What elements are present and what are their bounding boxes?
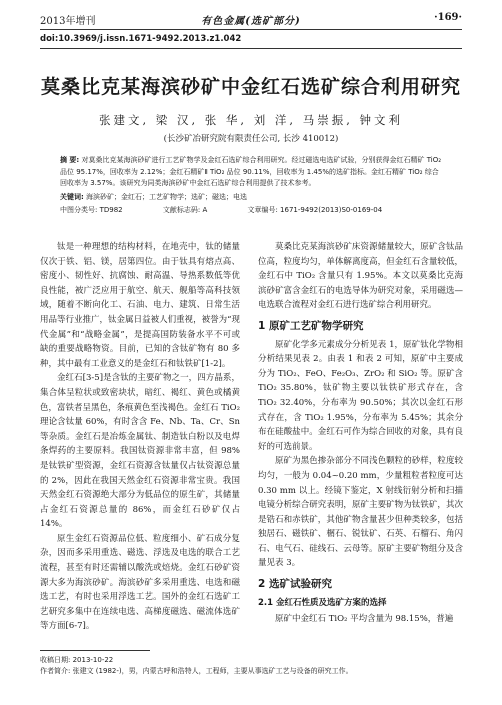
header-journal: 有色金属(选矿部分) — [201, 16, 301, 27]
header-page-number: ·169· — [434, 12, 462, 23]
classification-line — [60, 205, 442, 215]
doi-rule — [40, 48, 462, 49]
keywords — [60, 192, 442, 202]
section-1-paragraph-1: 原矿化学多元素成分分析见表 1，原矿钛化学物相分析结果见表 2。由表 1 和表 2 可知，原矿中主要成分为 TiO₂、FeO、Fe₂O₃、ZrO₂ 和 SiO₂ 等。原矿含 TiO₂ 35.80%，钛矿物主要以钛铁矿形式存在，含 TiO₂ 32.40%，分布率为 90.50%；其次以金红石形式存在，含 TiO₂ 1.95%，分布率为 5.45%；其余分布在硅酸盐中。金红石可作为综合回收的对象，具有良好的可选前景。 — [258, 339, 463, 452]
left-paragraph-2: 金红石[3-5]是含钛的主要矿物之一，四方晶系，集合体呈粒状或致密块状，暗红、褐红、黄色或橘黄色，富铁者呈黑色，条痕黄色至浅褐色。金红石 TiO₂ 理论含钛量 60%，有时含含 Fe、Nb、Ta、Cr、Sn 等杂质。金红石是冶炼金属钛、制造钛白粉以及电焊条焊药的主要原料。我国钛资源非常丰富，但 98%是钛铁矿型资源，金红石资源含钛量仅占钛资源总量的 2%，因此在我国天然金红石资源非常宝贵。我国天然金红石资源绝大部分为低品位的原生矿，其储量占金红石资源总量的 86%，而金红石砂矿仅占 14%。 — [40, 373, 240, 530]
intro-paragraph: 莫桑比克某海滨砂矿床资源储量较大，原矿含钛品位高，粒度均匀，单体解离度高，但金红石含量较低，金红石中 TiO₂ 含量只有 1.95%。本文以莫桑比克海滨砂矿富含金红石的电选导体为研究对象，采用磁选—电选联合流程对金红石进行选矿综合利用研究。 — [258, 242, 463, 311]
footnote-author: 作者简介: 张建文 (1982-)，男，内蒙古呼和浩特人，工程师，主要从事选矿工艺与设备的研究工作。 — [40, 667, 353, 675]
footnote-rule — [40, 650, 150, 651]
section-2-1-heading: 2.1 金红石性质及选矿方案的选择 — [258, 597, 387, 608]
running-header — [40, 10, 462, 28]
section-1-paragraph-2: 原矿为黑色掺杂部分不同浅色颗粒的砂样，粒度较均匀，一般为 0.04~0.20 mm，少量粗粒者粒度可达 0.30 mm 以上。经镜下鉴定，X 射线衍射分析和扫描电镜分析综合研究表明，原矿主要矿物为钛铁矿，其次是锆石和赤铁矿，其他矿物含量甚少但种类较多，包括独居石、磁铁矿、榍石、锐钛矿、石英、石榴石、角闪石、电气石、硅线石、云母等。原矿主要矿物组分及含量见表 3。 — [258, 456, 463, 569]
header-rule — [40, 29, 462, 30]
section-2-1-paragraph: 原矿中金红石 TiO₂ 平均含量为 98.15%，普遍 — [275, 614, 454, 625]
section-2-heading: 2 选矿试验研究 — [258, 578, 332, 591]
abstract-text: 对莫桑比克某海滨砂矿进行工艺矿物学及金红石选矿综合利用研究。经过磁选电选矿试验，分别获得金红石精矿 TiO₂ 品位 95.17%，回收率为 2.12%；金红石精矿Ⅱ TiO₂ 品位 90.11%，回收率为 1.45%的选矿指标。金红石精矿 TiO₂ 综合回收率为 3.57%。该研究为同类海滨砂矿中金红石选矿综合利用提供了技术参考。 — [60, 156, 442, 187]
keywords-text: 海滨砂矿；金红石；工艺矿物学；选矿；磁选；电选 — [86, 193, 248, 201]
paper-affiliation: (长沙矿冶研究院有限责任公司, 长沙 410012) — [163, 134, 339, 144]
clc-number: 中图分类号: TD982 — [60, 206, 123, 214]
paper-authors: 张建文, 梁 汉, 张 华, 刘 洋, 马崇振, 钟文利 — [98, 113, 404, 127]
abstract — [60, 155, 442, 190]
right-column — [258, 240, 463, 627]
article-number: 文章编号: 1671-9492(2013)S0-0169-04 — [247, 206, 383, 214]
document-code: 文献标志码: A — [162, 206, 208, 214]
left-column — [40, 240, 240, 634]
footnote-received: 收稿日期: 2013-10-22 — [40, 656, 114, 664]
abstract-label: 摘 要: — [60, 156, 80, 164]
paper-title: 莫桑比克某海滨砂矿中金红石选矿综合利用研究 — [40, 76, 461, 98]
header-issue: 2013年增刊 — [40, 16, 96, 27]
doi: doi:10.3969/j.issn.1671-9492.2013.z1.042 — [40, 34, 242, 44]
section-1-heading: 1 原矿工艺矿物学研究 — [258, 319, 364, 332]
left-paragraph-1: 钛是一种理想的结构材料，在地壳中，钛的储量仅次于铁、铝、镁，居第四位。由于钛具有熔点高、密度小、韧性好、抗腐蚀、耐高温、导热系数低等优良性能，被广泛应用于航空、航天、舰船等高科技领域，随着不断向化工、石油、电力、建筑、日常生活用品等行业推广，钛金属日益被人们重视，被誉为“现代金属”和“战略金属”，是提高国防装备水平不可或缺的重要战略物资。目前，已知的含钛矿物有 80 多种，其中最有工业意义的是金红石和钛铁矿[1-2]。 — [40, 242, 240, 369]
keywords-label: 关键词: — [60, 193, 84, 201]
left-paragraph-3: 原生金红石资源品位低、粒度细小、矿石成分复杂，因而多采用重选、磁选、浮选及电选的联合工艺流程，甚至有时还需辅以酸洗或焙烧。金红石砂矿资源大多为海滨砂矿。海滨砂矿多采用重选、电选和磁选工艺，有时也采用浮选工艺。国外的金红石选矿工艺研究多集中在连续电选、高梯度磁选、磁流体选矿等方面[6-7]。 — [40, 533, 240, 632]
